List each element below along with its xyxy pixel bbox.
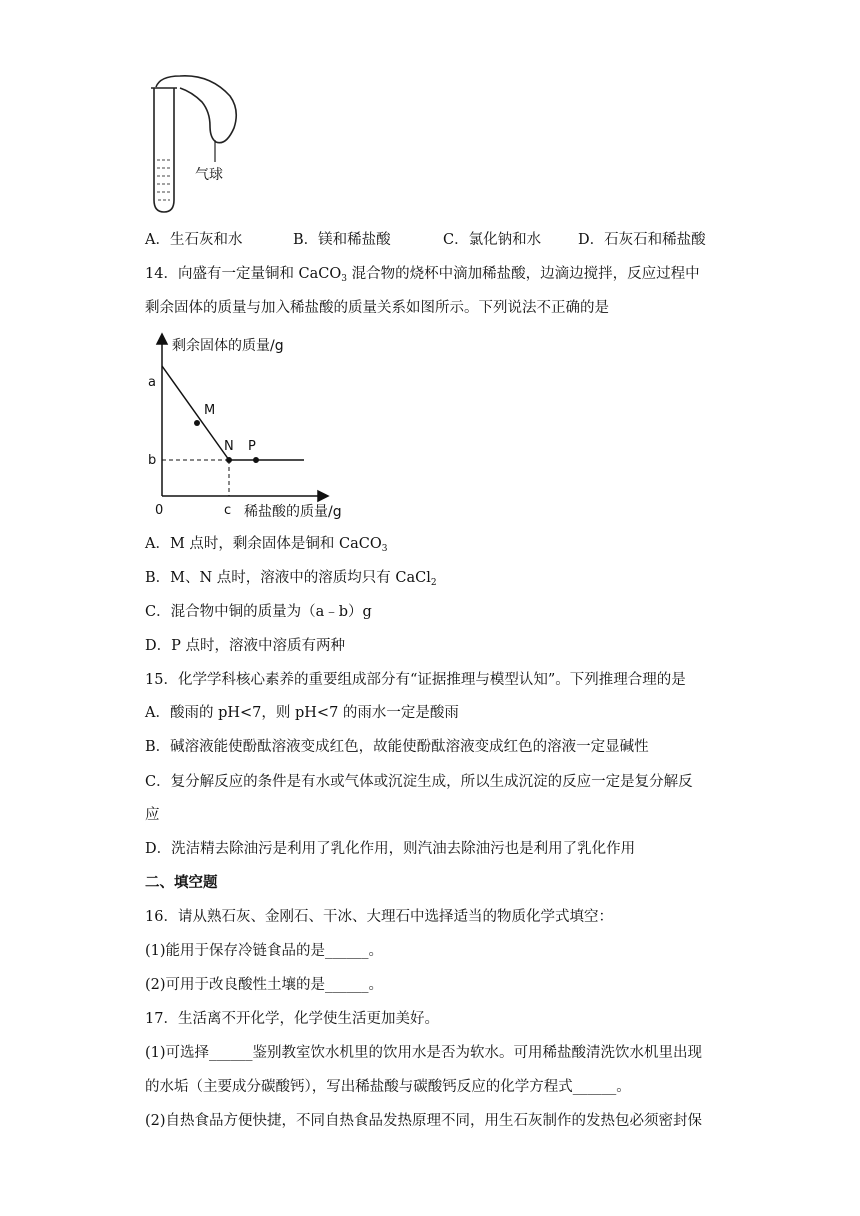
- q17-part-1-line2: 的水垢（主要成分碳酸钙），写出稀盐酸与碳酸钙反应的化学方程式______。: [145, 1079, 631, 1095]
- label-b: b: [148, 453, 157, 468]
- q15-stem: 15．化学学科核心素养的重要组成部分有“证据推理与模型认知”。下列推理合理的是: [145, 672, 686, 688]
- q14-stem-subscript: 3: [341, 274, 348, 284]
- q17-stem: 17．生活离不开化学，化学使生活更加美好。: [145, 1011, 439, 1027]
- q15-option-a: A．酸雨的 pH<7，则 pH<7 的雨水一定是酸雨: [145, 705, 459, 721]
- q14-option-b-text: B．M、N 点时，溶液中的溶质均只有 CaCl: [145, 570, 431, 586]
- q14-mass-graph: [140, 330, 360, 530]
- section-heading-fill-in: 二、填空题: [145, 874, 218, 891]
- q13-option-d: D．石灰石和稀盐酸: [578, 232, 706, 248]
- q14-option-a-text: A．M 点时，剩余固体是铜和 CaCO: [145, 536, 382, 552]
- q14-option-a: [145, 534, 388, 559]
- q14-option-a-subscript: 3: [381, 544, 388, 554]
- label-p: P: [248, 439, 256, 454]
- q15-option-b: B．碱溶液能使酚酞溶液变成红色，故能使酚酞溶液变成红色的溶液一定显碱性: [145, 739, 649, 755]
- q16-stem: 16．请从熟石灰、金刚石、干冰、大理石中选择适当的物质化学式填空：: [145, 909, 613, 925]
- q14-stem-text-b: 混合物的烧杯中滴加稀盐酸，边滴边搅拌，反应过程中: [347, 266, 700, 282]
- q17-part-1-line1: (1)可选择______鉴别教室饮水机里的饮用水是否为软水。可用稀盐酸清洗饮水机里出现: [145, 1045, 703, 1061]
- q17-part-2-line1: (2)自热食品方便快捷，不同自热食品发热原理不同，用生石灰制作的发热包必须密封保: [145, 1113, 703, 1129]
- label-a: a: [148, 375, 156, 390]
- x-axis-label: 稀盐酸的质量/g: [244, 504, 342, 520]
- point-p: [253, 457, 259, 463]
- balloon-label: 气球: [195, 167, 223, 183]
- y-axis-label: 剩余固体的质量/g: [172, 338, 284, 354]
- q14-option-c: C．混合物中铜的质量为（a﹣b）g: [145, 604, 372, 620]
- label-c: c: [224, 503, 232, 518]
- q16-part-2: (2)可用于改良酸性土壤的是______。: [145, 977, 384, 993]
- q14-option-b: [145, 568, 437, 593]
- q14-stem-text-a: 14．向盛有一定量铜和 CaCO: [145, 266, 342, 282]
- q14-stem-line2: 剩余固体的质量与加入稀盐酸的质量关系如图所示。下列说法不正确的是: [145, 300, 609, 316]
- label-m: M: [204, 403, 216, 418]
- q16-part-1: (1)能用于保存冷链食品的是______。: [145, 943, 384, 959]
- q13-option-b: B．镁和稀盐酸: [293, 232, 391, 248]
- label-n: N: [224, 439, 234, 454]
- q13-option-a: A．生石灰和水: [145, 232, 243, 248]
- q13-option-c: C．氯化钠和水: [443, 232, 542, 248]
- q14-option-d: D．P 点时，溶液中溶质有两种: [145, 638, 345, 654]
- q14-stem-line1: [145, 264, 700, 289]
- q15-option-c-line1: C．复分解反应的条件是有水或气体或沉淀生成，所以生成沉淀的反应一定是复分解反: [145, 774, 693, 790]
- origin-label: 0: [155, 503, 164, 518]
- point-n: [226, 457, 232, 463]
- q15-option-c-line2: 应: [145, 807, 160, 823]
- q14-option-b-subscript: 2: [430, 578, 437, 588]
- q15-option-d: D．洗洁精去除油污是利用了乳化作用，则汽油去除油污也是利用了乳化作用: [145, 841, 636, 857]
- test-tube-balloon-figure: [140, 72, 250, 217]
- point-m: [194, 420, 200, 426]
